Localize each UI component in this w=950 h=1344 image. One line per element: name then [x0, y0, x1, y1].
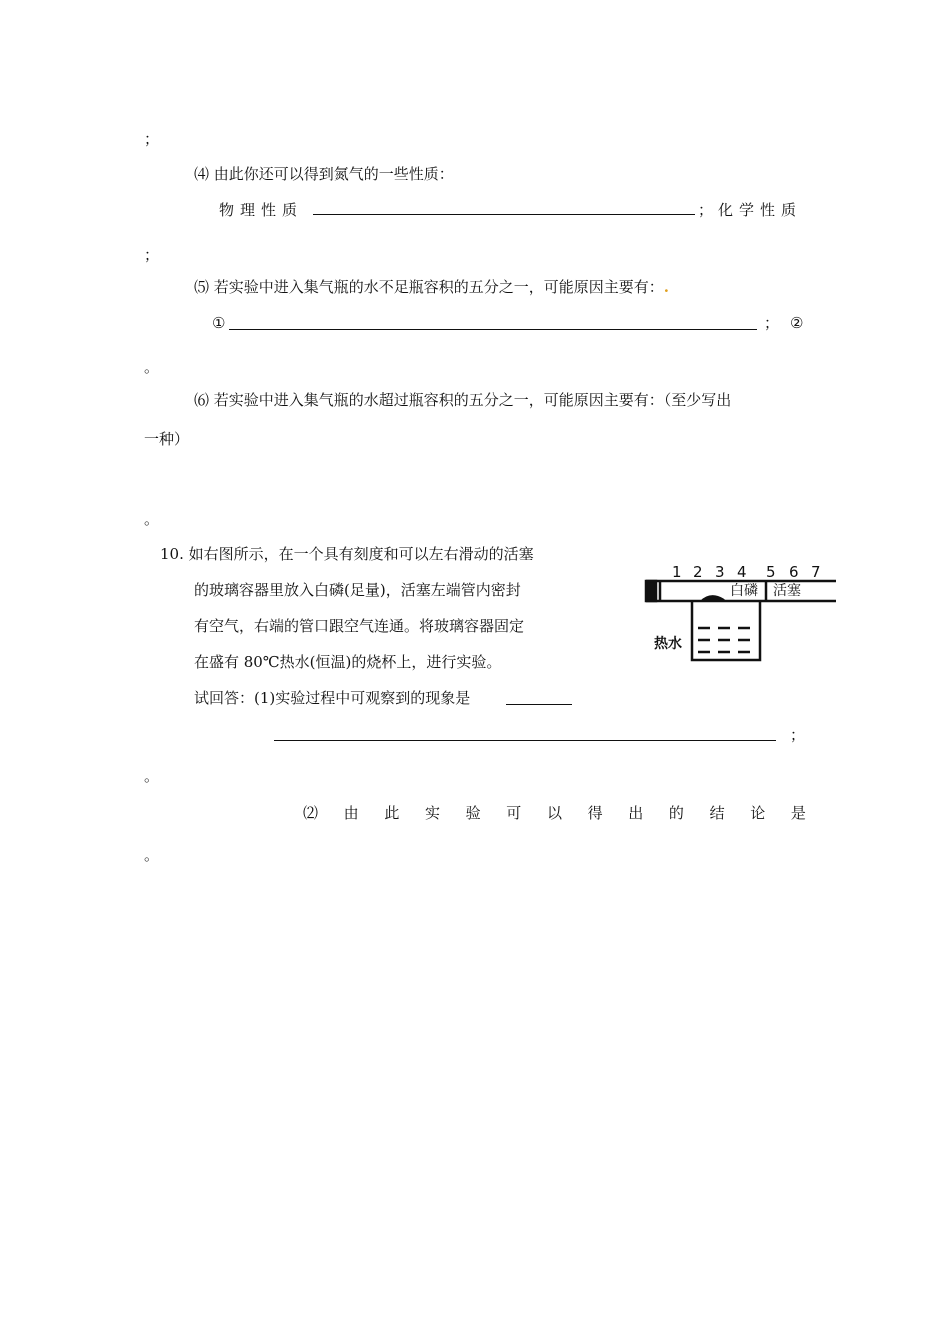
scale-number: 2	[693, 563, 703, 581]
scale-number: 5	[766, 563, 776, 581]
scale-number: 1	[672, 563, 682, 581]
q4-separator: ；	[698, 201, 714, 219]
q5-item1-marker: ①	[212, 314, 226, 332]
question-10-line-1: 10. 如右图所示，在一个具有刻度和可以左右滑动的活塞	[160, 545, 534, 563]
scale-number: 3	[715, 563, 725, 581]
white-phosphorus-lump	[700, 595, 726, 601]
conclusion-char: 的	[668, 804, 684, 822]
question-10-line-5: 试回答：(1)实验过程中可观察到的现象是	[194, 689, 471, 707]
scale-number: 4	[737, 563, 747, 581]
conclusion-char: 由	[343, 804, 359, 822]
period-line-4: 。	[144, 846, 160, 864]
conclusion-char: 结	[709, 804, 725, 822]
period-line-1: 。	[144, 358, 160, 376]
q10-separator: ；	[790, 726, 806, 744]
question-6-title: ⑹ 若实验中进入集气瓶的水超过瓶容积的五分之一，可能原因主要有：（至少写出	[194, 391, 732, 409]
q10-observation-blank-long[interactable]	[274, 740, 776, 741]
scale-number: 6	[789, 563, 799, 581]
piston-label: 活塞	[773, 583, 801, 599]
beaker	[692, 601, 760, 660]
apparatus-diagram	[642, 560, 838, 670]
conclusion-char: 此	[384, 804, 400, 822]
conclusion-char: 可	[506, 804, 522, 822]
question-6-continuation: 一种）	[144, 430, 190, 448]
chemical-property-label: 化学性质	[718, 201, 803, 219]
conclusion-char: 论	[750, 804, 766, 822]
physical-property-blank[interactable]	[313, 214, 695, 215]
semicolon-line-1: ；	[144, 130, 160, 148]
conclusion-char: 验	[465, 804, 481, 822]
question-10-line-3: 有空气，右端的管口跟空气连通。将玻璃容器固定	[194, 617, 525, 635]
question-10-line-2: 的玻璃容器里放入白磷(足量)，活塞左端管内密封	[194, 581, 521, 599]
scale-number: 7	[811, 563, 821, 581]
question-10-line-4: 在盛有 80℃热水(恒温)的烧杯上，进行实验。	[194, 653, 502, 671]
conclusion-char: ⑵	[303, 804, 319, 822]
conclusion-char: 出	[628, 804, 644, 822]
conclusion-char: 以	[546, 804, 562, 822]
conclusion-char: 是	[790, 804, 806, 822]
highlight-dot: .	[663, 278, 670, 296]
q10-observation-blank-short[interactable]	[506, 704, 572, 705]
conclusion-char: 得	[587, 804, 603, 822]
q5-separator: ；	[764, 314, 780, 332]
phosphorus-label: 白磷	[730, 583, 758, 599]
question-4-title: ⑷ 由此你还可以得到氮气的一些性质：	[194, 165, 454, 183]
conclusion-char: 实	[424, 804, 440, 822]
question-5-title: ⑸ 若实验中进入集气瓶的水不足瓶容积的五分之一，可能原因主要有：.	[194, 278, 670, 296]
period-line-3: 。	[144, 767, 160, 785]
q5-reason1-blank[interactable]	[229, 329, 757, 330]
q5-item2-marker: ②	[790, 314, 804, 332]
hot-water-label: 热水	[654, 636, 682, 652]
semicolon-line-2: ；	[144, 246, 160, 264]
q10-conclusion-line	[303, 802, 806, 823]
scale-numbers	[672, 563, 821, 581]
physical-property-label: 物理性质	[219, 201, 304, 219]
period-line-2: 。	[144, 510, 160, 528]
